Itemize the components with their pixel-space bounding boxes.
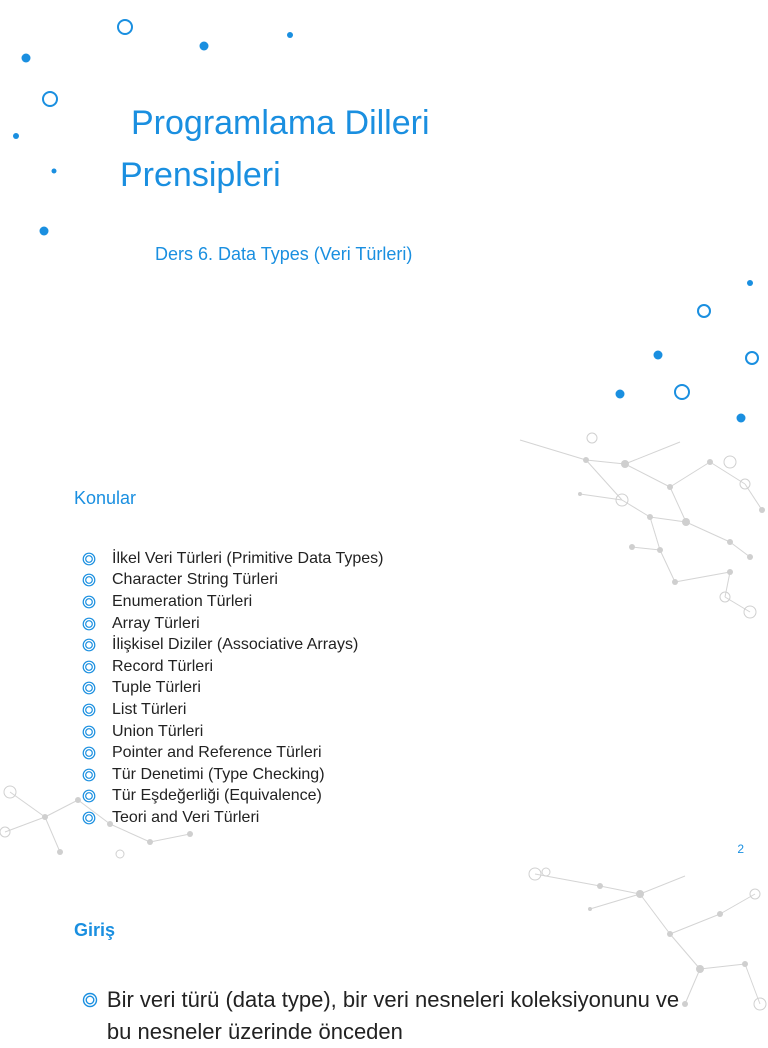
intro-paragraph-text: Bir veri türü (data type), bir veri nesneleri koleksiyonunu ve bu nesneler üzerinde önceden — [106, 987, 680, 1044]
topic-item — [82, 613, 383, 635]
section-title-konular: Konular — [74, 488, 137, 508]
topic-label: İlişkisel Diziler (Associative Arrays) — [112, 636, 359, 654]
topic-item — [82, 570, 383, 592]
double-ring-bullet-icon — [82, 573, 96, 587]
double-ring-bullet-icon — [82, 768, 96, 782]
topics-list — [82, 548, 383, 829]
double-ring-bullet-icon — [82, 638, 96, 652]
topic-label: Tuple Türleri — [112, 679, 201, 697]
intro-paragraph — [82, 984, 702, 1048]
topic-label: Teori and Veri Türleri — [112, 808, 260, 826]
topic-label: İlkel Veri Türleri (Primitive Data Types) — [112, 549, 384, 567]
title-line-1: Programlama Dilleri — [131, 104, 430, 142]
topic-label: Array Türleri — [112, 614, 200, 632]
topic-item — [82, 742, 383, 764]
decorative-dots — [0, 0, 768, 432]
topic-item — [82, 807, 383, 829]
topics-slide — [0, 432, 768, 864]
double-ring-bullet-icon — [82, 992, 93, 1008]
double-ring-bullet-icon — [82, 811, 96, 825]
topic-item — [82, 721, 383, 743]
topic-item — [82, 786, 383, 808]
double-ring-bullet-icon — [82, 681, 96, 695]
topic-label: List Türleri — [112, 700, 187, 718]
double-ring-bullet-icon — [82, 703, 96, 717]
topic-label: Tür Eşdeğerliği (Equivalence) — [112, 787, 322, 805]
intro-slide — [0, 864, 768, 1044]
topic-label: Record Türleri — [112, 657, 214, 675]
title-slide — [0, 0, 768, 432]
network-graph-decoration — [500, 432, 768, 632]
double-ring-bullet-icon — [82, 789, 96, 803]
topic-item — [82, 591, 383, 613]
topic-item — [82, 678, 383, 700]
topic-item — [82, 548, 383, 570]
double-ring-bullet-icon — [82, 617, 96, 631]
double-ring-bullet-icon — [82, 595, 96, 609]
topic-item — [82, 656, 383, 678]
double-ring-bullet-icon — [82, 725, 96, 739]
topic-label: Enumeration Türleri — [112, 592, 253, 610]
topic-label: Character String Türleri — [112, 571, 278, 589]
lesson-subtitle: Ders 6. Data Types (Veri Türleri) — [155, 244, 413, 264]
topic-label: Pointer and Reference Türleri — [112, 744, 322, 762]
section-title-giris: Giriş — [74, 920, 116, 940]
topic-item — [82, 634, 383, 656]
topic-label: Union Türleri — [112, 722, 204, 740]
double-ring-bullet-icon — [82, 552, 96, 566]
topic-item — [82, 764, 383, 786]
page-number: 2 — [737, 842, 744, 856]
double-ring-bullet-icon — [82, 746, 96, 760]
double-ring-bullet-icon — [82, 660, 96, 674]
topic-label: Tür Denetimi (Type Checking) — [112, 765, 325, 783]
topic-item — [82, 699, 383, 721]
title-line-2: Prensipleri — [120, 156, 281, 194]
